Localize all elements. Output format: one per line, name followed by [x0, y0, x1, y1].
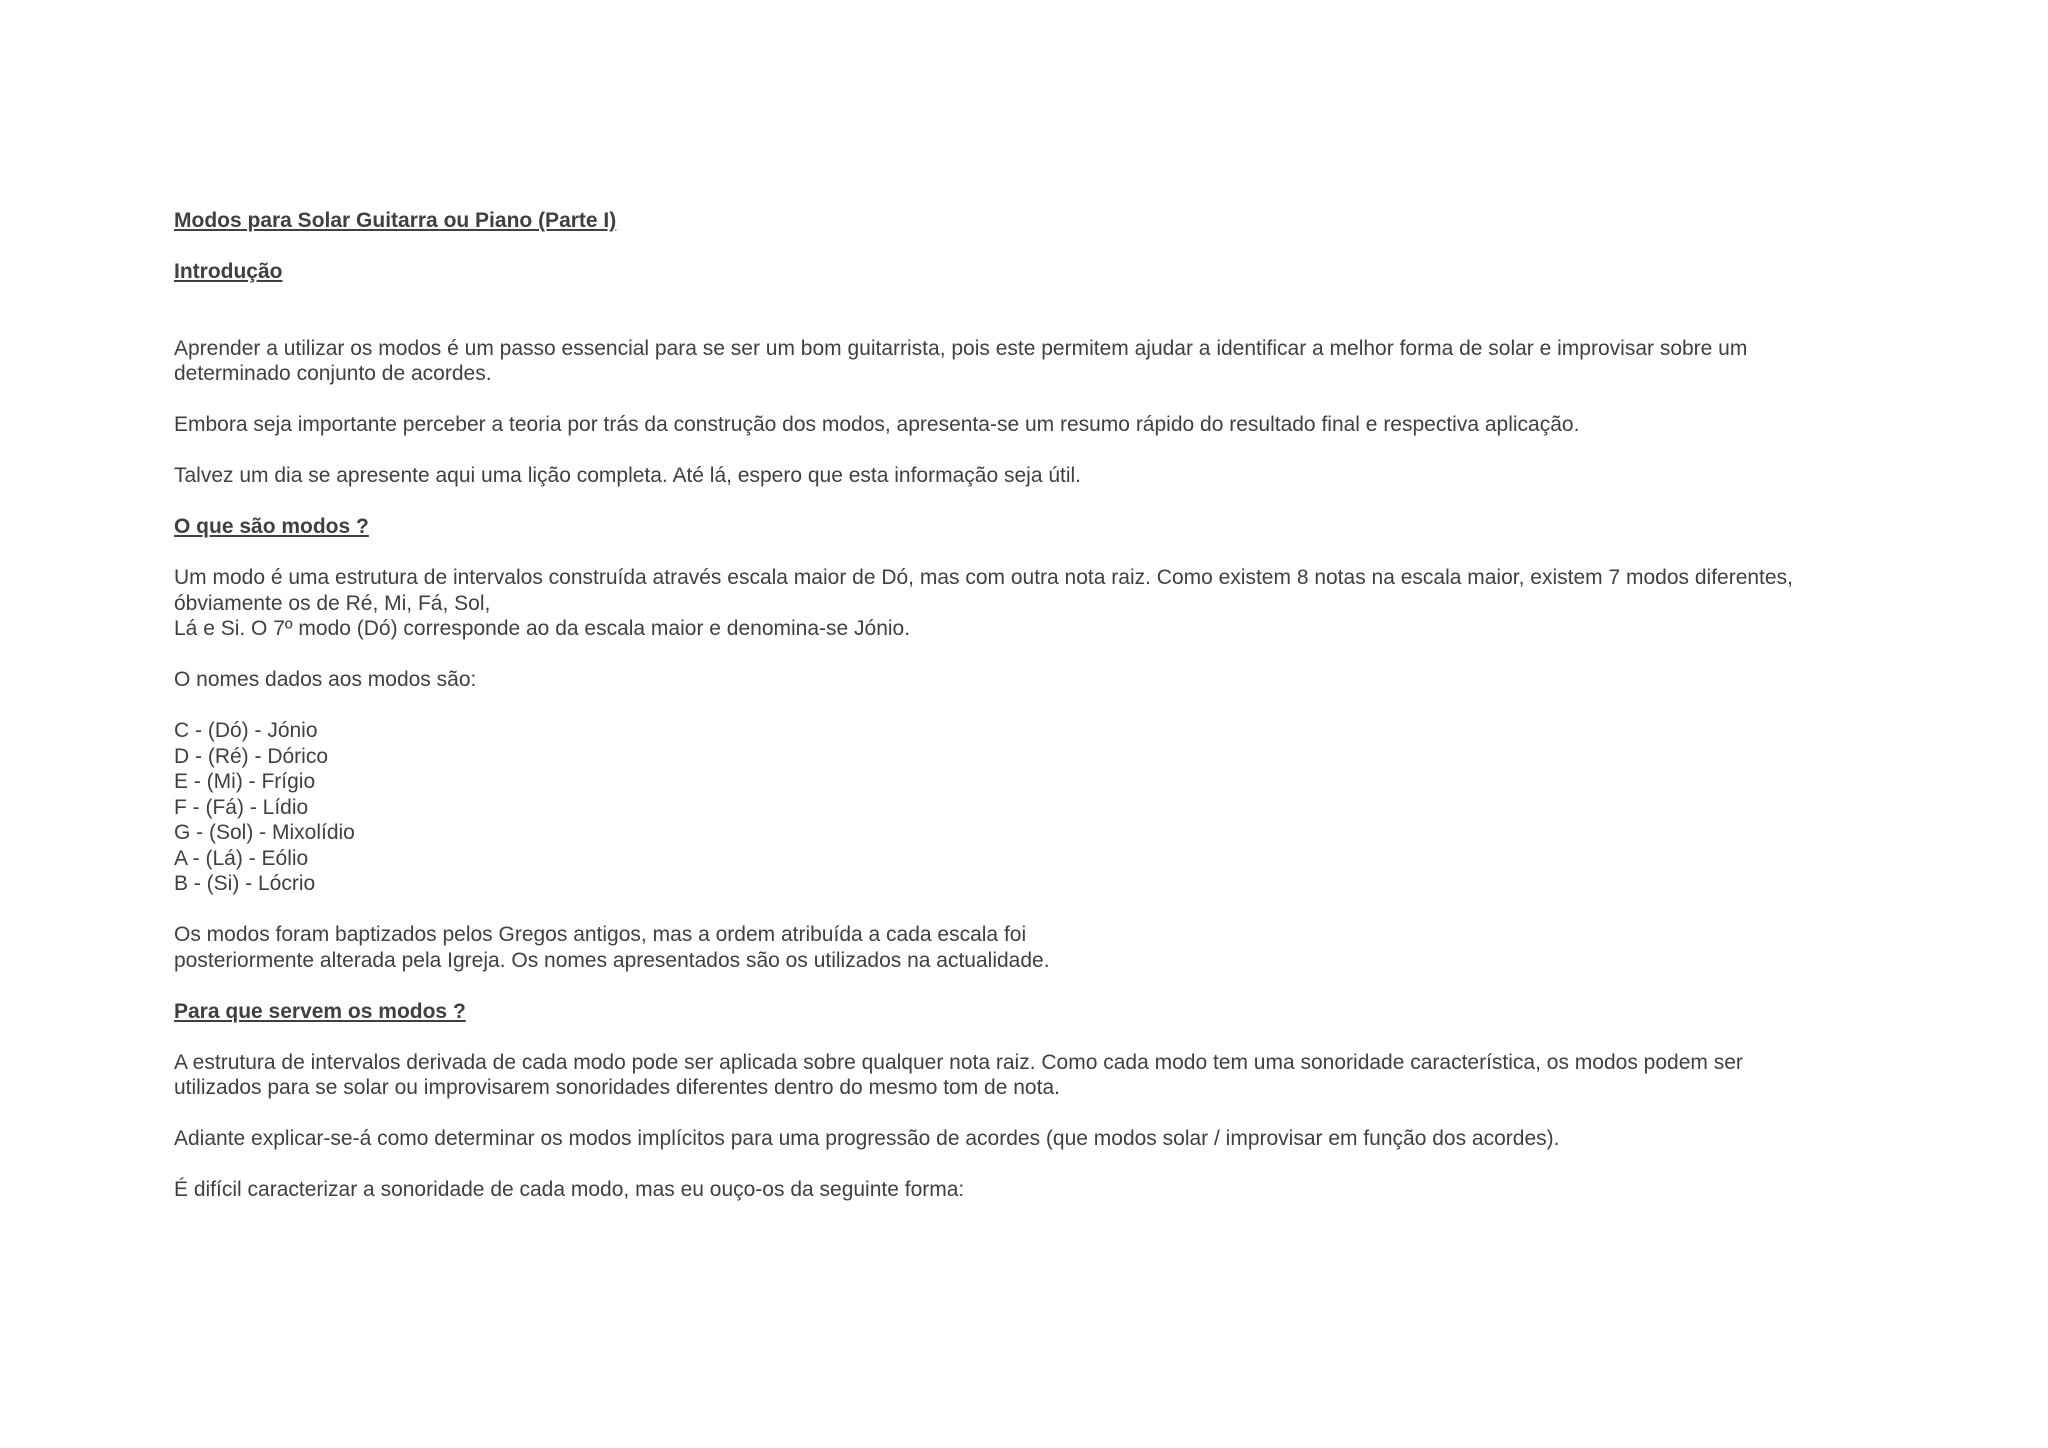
later-paragraph: Adiante explicar-se-á como determinar os modos implícitos para uma progressão de acordes (que modos solar / improvisar em função dos acordes).: [174, 1127, 1560, 1150]
what-line-1: Um modo é uma estrutura de intervalos construída através escala maior de Dó, mas com outra nota raiz. Como existem 8 notas na escala maior, existem 7 modos diferentes,: [174, 566, 1793, 589]
intro-paragraph-line-1: Aprender a utilizar os modos é um passo essencial para se ser um bom guitarrista, pois este permitem ajudar a identificar a melhor forma de solar e improvisar sobre um: [174, 336, 1748, 360]
list-item: E - (Mi) - Frígio: [174, 770, 316, 793]
list-item: B - (Si) - Lócrio: [174, 872, 316, 895]
future-lesson-paragraph: Talvez um dia se apresente aqui uma lição completa. Até lá, espero que esta informação seja útil.: [174, 464, 1082, 487]
purpose-line-2: utilizados para se solar ou improvisarem sonoridades diferentes dentro do mesmo tom de nota.: [174, 1076, 1060, 1099]
list-item: D - (Ré) - Dórico: [174, 744, 329, 768]
purpose-line-1: A estrutura de intervalos derivada de cada modo pode ser aplicada sobre qualquer nota raiz. Como cada modo tem uma sonoridade característica, os modos podem ser: [174, 1050, 1743, 1074]
list-item: G - (Sol) - Mixolídio: [174, 821, 355, 844]
list-item: A - (Lá) - Eólio: [174, 846, 309, 870]
history-line-1: Os modos foram baptizados pelos Gregos antigos, mas a ordem atribuída a cada escala foi: [174, 923, 1027, 946]
intro-paragraph-line-2: determinado conjunto de acordes.: [174, 362, 492, 385]
purpose-heading: Para que servem os modos ?: [174, 999, 466, 1023]
what-line-3: Lá e Si. O 7º modo (Dó) corresponde ao da escala maior e denomina-se Jónio.: [174, 617, 911, 640]
intro-heading: Introdução: [174, 260, 283, 283]
document-page: [174, 208, 1894, 1203]
list-item: F - (Fá) - Lídio: [174, 795, 309, 819]
history-line-2: posteriormente alterada pela Igreja. Os nomes apresentados são os utilizados na actualidade.: [174, 948, 1050, 972]
what-are-modes-heading: O que são modos ?: [174, 515, 369, 538]
document-title: Modos para Solar Guitarra ou Piano (Parte I): [174, 209, 617, 232]
what-line-2: óbviamente os de Ré, Mi, Fá, Sol,: [174, 591, 491, 615]
closing-paragraph: É difícil caracterizar a sonoridade de cada modo, mas eu ouço-os da seguinte forma:: [174, 1178, 965, 1201]
list-item: C - (Dó) - Jónio: [174, 719, 318, 742]
theory-paragraph: Embora seja importante perceber a teoria por trás da construção dos modos, apresenta-se um resumo rápido do resultado final e respectiva aplicação.: [174, 413, 1580, 436]
modes-list: [174, 718, 1894, 897]
mode-names-intro: O nomes dados aos modos são:: [174, 668, 477, 691]
